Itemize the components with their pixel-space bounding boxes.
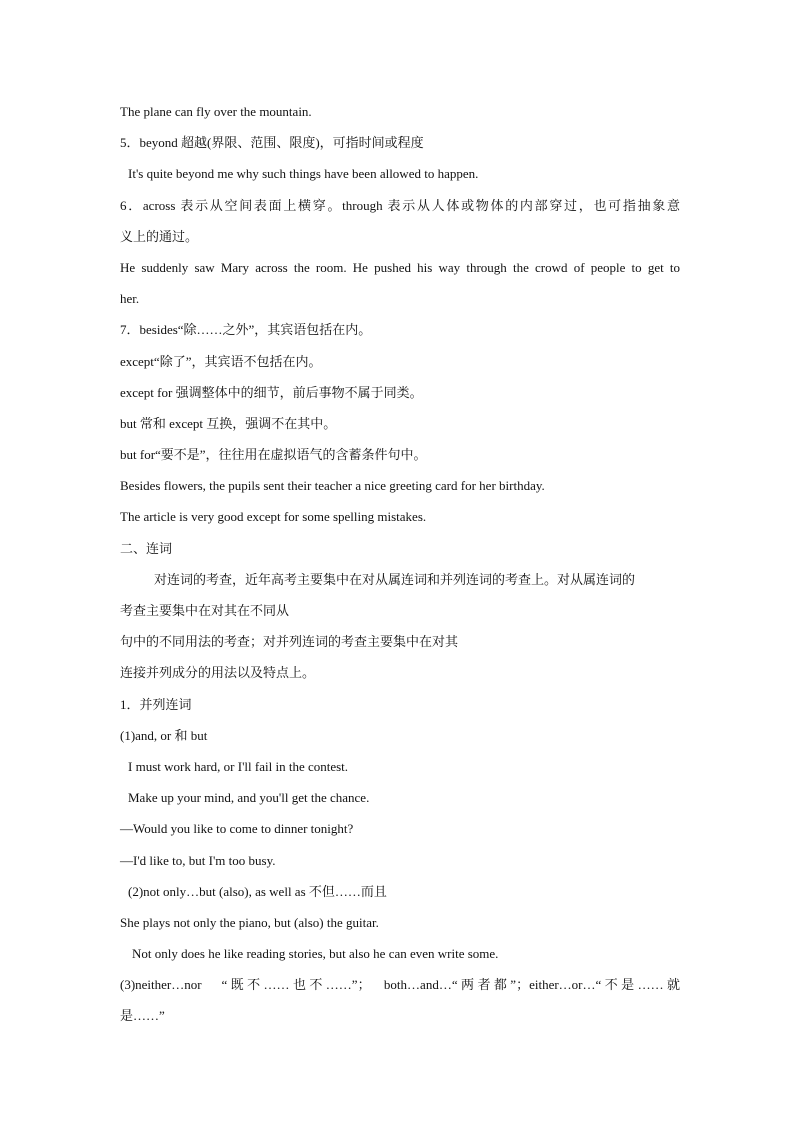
- text-line: (2)not only…but (also), as well as 不但……而且: [128, 883, 387, 899]
- subsection-heading: 1．并列连词: [120, 696, 192, 712]
- text-line: 句中的不同用法的考查；对并列连词的考查主要集中在对其: [120, 634, 459, 650]
- text-line: 5．beyond 超越(界限、范围、限度)，可指时间或程度: [120, 135, 424, 151]
- text-line: 是……”: [120, 1008, 165, 1024]
- example-line: —Would you like to come to dinner tonight?: [120, 821, 354, 837]
- text-line: (3)neither…nor “既不……也不……”； both…and…“两者都”；either…or…“不是……就: [120, 977, 680, 993]
- example-line: The article is very good except for some spelling mistakes.: [120, 509, 427, 525]
- example-line: Make up your mind, and you'll get the chance.: [128, 790, 370, 806]
- text-line: 义上的通过。: [120, 228, 199, 244]
- text-line: but 常和 except 互换，强调不在其中。: [120, 415, 337, 431]
- text-line: except“除了”，其宾语不包括在内。: [120, 353, 322, 369]
- example-line: —I'd like to, but I'm too busy.: [120, 852, 276, 868]
- text-line: 6．across 表示从空间表面上横穿。through 表示从人体或物体的内部穿过，也可指抽象意: [120, 197, 680, 213]
- text-line: 连接并列成分的用法以及特点上。: [120, 665, 316, 681]
- text-line: but for“要不是”，往往用在虚拟语气的含蓄条件句中。: [120, 447, 427, 463]
- text-line: except for 强调整体中的细节，前后事物不属于同类。: [120, 384, 423, 400]
- text-line: (1)and, or 和 but: [120, 727, 208, 743]
- document-page: [120, 96, 680, 1032]
- example-line: I must work hard, or I'll fail in the contest.: [128, 758, 349, 774]
- example-line: Not only does he like reading stories, but also he can even write some.: [132, 946, 499, 962]
- example-line: Besides flowers, the pupils sent their teacher a nice greeting card for her birthday.: [120, 478, 545, 494]
- text-line: 对连词的考查，近年高考主要集中在对从属连词和并列连词的考查上。对从属连词的: [154, 571, 636, 587]
- example-line: She plays not only the piano, but (also) the guitar.: [120, 914, 379, 930]
- text-line: 7．besides“除……之外”，其宾语包括在内。: [120, 322, 372, 338]
- text-line: The plane can fly over the mountain.: [120, 104, 312, 119]
- example-line: It's quite beyond me why such things have been allowed to happen.: [128, 166, 479, 182]
- section-heading: 二、连词: [120, 540, 173, 556]
- example-line: her.: [120, 291, 140, 307]
- text-line: 考查主要集中在对其在不同从: [120, 603, 290, 618]
- example-line: He suddenly saw Mary across the room. He pushed his way through the crowd of people to get to: [120, 259, 680, 275]
